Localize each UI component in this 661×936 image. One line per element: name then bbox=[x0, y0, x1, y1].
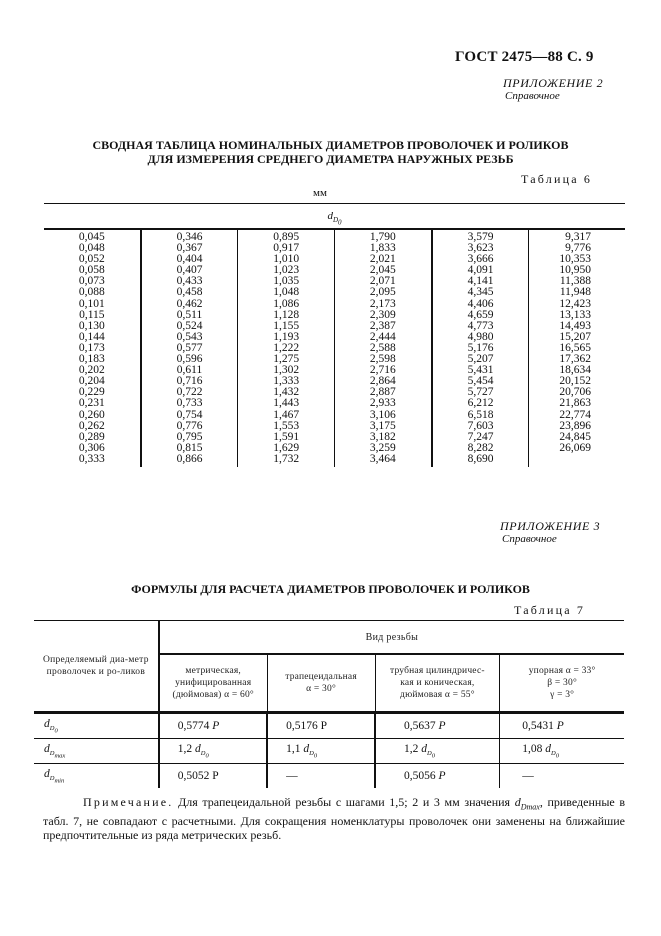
header-line: дюймовая α = 55° bbox=[400, 690, 475, 700]
table-6-cell: 0,433 bbox=[176, 275, 203, 288]
section-1-title bbox=[0, 138, 661, 166]
table-6-cell: 15,207 bbox=[559, 330, 592, 343]
table-6-cell: 2,933 bbox=[369, 397, 396, 410]
table-7-thread-type-header bbox=[267, 654, 375, 713]
table-6-header-symbol: d bbox=[327, 210, 333, 222]
table-6-cell: 0,407 bbox=[176, 264, 203, 277]
table-6-cell: 0,130 bbox=[78, 319, 105, 332]
table-6-cell: 5,431 bbox=[467, 364, 494, 377]
table-7-thread-type-header bbox=[375, 654, 500, 713]
symbol: d bbox=[303, 742, 310, 755]
formula-cell bbox=[159, 713, 267, 739]
table-6-cell: 2,716 bbox=[369, 364, 396, 377]
table-6-column bbox=[44, 230, 142, 467]
table-6-cell: 11,388 bbox=[559, 275, 592, 288]
formula-cell bbox=[500, 713, 624, 739]
table-6-cell: 0,101 bbox=[78, 297, 105, 310]
table-6-cell: 8,282 bbox=[467, 441, 494, 454]
table-6-cell: 5,207 bbox=[467, 353, 494, 366]
symbol-subsub: max bbox=[54, 752, 66, 760]
table-6-cell: 0,202 bbox=[78, 364, 105, 377]
symbol-subsub: 0 bbox=[431, 752, 435, 760]
table-6-cell: 7,603 bbox=[467, 419, 494, 432]
table-6-cell: 1,023 bbox=[273, 264, 300, 277]
table-6-cell: 0,045 bbox=[78, 231, 105, 243]
table-6-cell: 0,404 bbox=[176, 253, 203, 266]
table-6-cell: 0,346 bbox=[176, 231, 203, 243]
symbol-sub: D0 bbox=[200, 750, 209, 760]
formula-symbol bbox=[439, 720, 446, 732]
table-6-cell: 1,333 bbox=[273, 375, 300, 388]
table-6-cell: 0,204 bbox=[78, 375, 105, 388]
table-6-cell: 2,095 bbox=[369, 286, 396, 299]
table-6-cell: 4,980 bbox=[467, 330, 494, 343]
symbol: d bbox=[44, 742, 50, 755]
table-6-cell: 0,088 bbox=[78, 286, 105, 299]
table-6-cell: 5,454 bbox=[467, 375, 494, 388]
table-6-cell: 4,091 bbox=[467, 264, 494, 277]
table-6-cell: 3,579 bbox=[467, 231, 494, 243]
row-diameter-name bbox=[34, 764, 159, 789]
page-header: ГОСТ 2475—88 С. 9 bbox=[455, 49, 594, 65]
note-text-before: Для трапецеидальной резьбы с шагами 1,5; 2 и 3 мм значения bbox=[173, 795, 515, 809]
header-line: кая и коническая, bbox=[400, 678, 475, 688]
formula-coefficient: 0,5774 bbox=[177, 720, 213, 732]
table-6-cell: 2,021 bbox=[369, 253, 396, 266]
table-6-header-sub: D bbox=[332, 216, 339, 225]
table-6-cell: 1,443 bbox=[273, 397, 300, 410]
table-6-cell: 0,866 bbox=[176, 452, 203, 465]
table-6-cell: 1,467 bbox=[273, 408, 300, 421]
header-line: β = 30° bbox=[547, 678, 577, 688]
table-6-cell: 0,306 bbox=[78, 441, 105, 454]
table-6-cell: 0,511 bbox=[176, 308, 203, 321]
symbol-subsub: 0 bbox=[555, 752, 559, 760]
header-line: α = 30° bbox=[306, 684, 336, 694]
symbol: d bbox=[421, 742, 427, 755]
formula-symbol bbox=[44, 717, 58, 735]
table-6-caption: Таблица 6 bbox=[521, 172, 593, 186]
table-6-cell: 0,073 bbox=[78, 275, 105, 288]
table-6-cell: 0,231 bbox=[78, 397, 105, 410]
table-6-cell: 1,128 bbox=[273, 308, 300, 321]
formula-coefficient: 1,2 bbox=[404, 742, 422, 755]
formula-coefficient: 0,5056 bbox=[404, 770, 439, 782]
header-line: трубная цилиндричес- bbox=[389, 666, 485, 676]
table-6-cell: 0,052 bbox=[78, 253, 105, 266]
formula-cell bbox=[375, 764, 500, 789]
table-6-cell: 1,193 bbox=[273, 330, 300, 343]
symbol-sub: D0 bbox=[427, 750, 435, 760]
table-6-cell: 0,722 bbox=[176, 386, 203, 399]
formula-coefficient: 0,5176 P bbox=[286, 720, 328, 732]
table-7-row bbox=[34, 739, 624, 764]
table-7-thread-type-header bbox=[159, 654, 267, 713]
table-6-cell: 1,833 bbox=[369, 242, 396, 255]
formula-coefficient: 0,5637 bbox=[404, 720, 439, 732]
table-6-cell: 0,754 bbox=[176, 408, 203, 421]
table-6-cell: 1,790 bbox=[369, 231, 396, 243]
section-2-title: ФОРМУЛЫ ДЛЯ РАСЧЕТА ДИАМЕТРОВ ПРОВОЛОЧЕК И РОЛИКОВ bbox=[131, 582, 530, 596]
formula-cell bbox=[267, 764, 375, 789]
table-6-cell: 1,155 bbox=[273, 319, 300, 332]
row-diameter-name bbox=[34, 713, 159, 739]
table-6-cell: 0,462 bbox=[176, 297, 203, 310]
symbol-sub: D0 bbox=[551, 750, 559, 760]
symbol: d bbox=[545, 742, 551, 755]
section-1-title-line-1: СВОДНАЯ ТАБЛИЦА НОМИНАЛЬНЫХ ДИАМЕТРОВ ПРОВОЛОЧЕК И РОЛИКОВ bbox=[92, 138, 569, 152]
table-7-caption: Таблица 7 bbox=[514, 603, 586, 617]
table-6-cell: 0,183 bbox=[78, 353, 105, 366]
table-6-cell: 14,493 bbox=[559, 319, 592, 332]
table-6-cell: 3,464 bbox=[369, 452, 396, 465]
table-6-cell: 4,141 bbox=[467, 275, 494, 288]
appendix-2-type: Справочное bbox=[505, 90, 560, 102]
table-6-empty-cell bbox=[529, 454, 625, 465]
formula-coefficient: 1,08 bbox=[522, 742, 546, 755]
table-6-cell: 3,259 bbox=[369, 441, 396, 454]
formula-symbol bbox=[303, 742, 318, 760]
table-6-cell: 8,690 bbox=[467, 452, 494, 465]
table-6-cell: 0,333 bbox=[78, 452, 105, 465]
table-6-cell: 6,212 bbox=[467, 397, 494, 410]
table-6-cell: 11,948 bbox=[559, 286, 592, 299]
table-6-cell: 0,173 bbox=[78, 341, 105, 354]
table-6-cell: 12,423 bbox=[559, 297, 592, 310]
table-6-cell: 1,432 bbox=[273, 386, 300, 399]
formula-cell bbox=[159, 764, 267, 789]
table-6-cell: 17,362 bbox=[559, 353, 592, 366]
table-6-cell: 0,611 bbox=[176, 364, 203, 377]
header-line: упорная α = 33° bbox=[528, 666, 596, 676]
table-6-cell: 0,543 bbox=[176, 330, 203, 343]
appendix-2-label: ПРИЛОЖЕНИЕ 2 bbox=[503, 76, 604, 90]
symbol-subsub: 0 bbox=[313, 752, 318, 760]
symbol: d bbox=[44, 767, 50, 780]
note-symbol-sub: Dmax bbox=[520, 802, 540, 812]
table-6-cell: 13,133 bbox=[559, 308, 592, 321]
table-6-cell: 1,591 bbox=[273, 430, 300, 443]
section-1-title-line-2: ДЛЯ ИЗМЕРЕНИЯ СРЕДНЕГО ДИАМЕТРА НАРУЖНЫХ РЕЗЬБ bbox=[147, 152, 514, 166]
symbol-sub: D0 bbox=[309, 750, 318, 760]
formula-symbol bbox=[557, 720, 564, 732]
table-6-cell: 0,289 bbox=[78, 430, 105, 443]
table-6-column bbox=[335, 230, 433, 467]
table-6-cell: 9,317 bbox=[565, 231, 592, 243]
symbol-subsub: min bbox=[54, 777, 65, 785]
table-6 bbox=[44, 203, 625, 467]
formula-symbol bbox=[421, 742, 435, 760]
table-6-cell: 2,387 bbox=[369, 319, 396, 332]
formula-coefficient: 0,5431 bbox=[522, 720, 557, 732]
appendix-2-block bbox=[503, 77, 603, 103]
symbol-sub: Dmin bbox=[49, 775, 65, 785]
table-6-cell: 2,887 bbox=[369, 386, 396, 399]
table-6-cell: 26,069 bbox=[559, 441, 592, 454]
table-6-cell: 0,524 bbox=[176, 319, 203, 332]
formula-symbol bbox=[44, 742, 66, 760]
table-6-cell: 9,776 bbox=[565, 242, 592, 255]
header-line: γ = 3° bbox=[550, 690, 575, 700]
table-6-cell: 22,774 bbox=[559, 408, 592, 421]
appendix-3-label: ПРИЛОЖЕНИЕ 3 bbox=[500, 519, 601, 533]
table-6-header bbox=[44, 204, 625, 228]
table-6-cell: 0,262 bbox=[78, 419, 105, 432]
formula-coefficient: 1,2 bbox=[177, 742, 196, 755]
table-6-cell: 0,048 bbox=[78, 242, 105, 255]
table-6-cell: 1,732 bbox=[273, 452, 300, 465]
table-6-cell: 10,950 bbox=[559, 264, 592, 277]
table-6-cell: 5,176 bbox=[467, 341, 494, 354]
table-6-cell: 2,309 bbox=[369, 308, 396, 321]
table-6-cell: 2,173 bbox=[369, 297, 396, 310]
header-line: трапецеидальная bbox=[285, 672, 357, 682]
formula-coefficient: 1,1 bbox=[286, 742, 304, 755]
table-6-cell: 3,182 bbox=[369, 430, 396, 443]
table-6-cell: 24,845 bbox=[559, 430, 592, 443]
table-6-cell: 1,048 bbox=[273, 286, 300, 299]
symbol-subsub: 0 bbox=[54, 727, 58, 735]
table-6-cell: 0,229 bbox=[78, 386, 105, 399]
symbol: d bbox=[195, 742, 201, 755]
formula-symbol bbox=[195, 742, 209, 760]
footnote bbox=[43, 795, 625, 842]
table-6-cell: 4,406 bbox=[467, 297, 494, 310]
table-6-cell: 0,367 bbox=[176, 242, 203, 255]
table-6-cell: 0,917 bbox=[273, 242, 300, 255]
formula-symbol bbox=[545, 742, 559, 760]
appendix-3-block bbox=[500, 520, 600, 546]
appendix-3-type: Справочное bbox=[502, 533, 557, 545]
header-line: (дюймовая) α = 60° bbox=[172, 690, 254, 700]
table-6-column bbox=[142, 230, 239, 467]
table-6-cell: 1,629 bbox=[273, 441, 300, 454]
symbol: P bbox=[212, 720, 220, 732]
table-6-cell: 1,222 bbox=[273, 341, 300, 354]
table-7 bbox=[34, 620, 624, 788]
formula-symbol bbox=[439, 770, 446, 782]
header-line: унифицированная bbox=[175, 678, 252, 688]
table-6-cell: 2,045 bbox=[369, 264, 396, 277]
table-6-cell: 3,175 bbox=[369, 419, 396, 432]
symbol: P bbox=[438, 720, 446, 732]
formula-symbol bbox=[44, 767, 65, 785]
table-6-cell: 4,773 bbox=[467, 319, 494, 332]
table-6-cell: 0,795 bbox=[176, 430, 203, 443]
formula-coefficient: 0,5052 P bbox=[177, 770, 219, 782]
table-6-cell: 2,444 bbox=[369, 330, 396, 343]
formula-cell bbox=[159, 739, 267, 764]
table-6-cell: 2,864 bbox=[369, 375, 396, 388]
table-6-cell: 0,733 bbox=[176, 397, 203, 410]
note-label: Примечание. bbox=[83, 795, 174, 809]
table-6-cell: 3,106 bbox=[369, 408, 396, 421]
table-6-cell: 0,716 bbox=[176, 375, 203, 388]
table-7-group-header: Вид резьбы bbox=[159, 621, 624, 655]
table-6-cell: 7,247 bbox=[467, 430, 494, 443]
table-6-cell: 0,058 bbox=[78, 264, 105, 277]
table-6-cell: 4,345 bbox=[467, 286, 494, 299]
table-6-cell: 2,071 bbox=[369, 275, 396, 288]
table-6-cell: 0,115 bbox=[79, 308, 105, 321]
symbol: d bbox=[44, 717, 50, 730]
table-6-column bbox=[529, 230, 625, 467]
table-7-thread-type-header bbox=[500, 654, 624, 713]
table-6-cell: 1,553 bbox=[273, 419, 300, 432]
formula-symbol bbox=[212, 720, 219, 732]
symbol: P bbox=[556, 720, 564, 732]
table-6-unit: мм bbox=[313, 187, 327, 199]
formula-cell bbox=[500, 739, 624, 764]
table-6-cell: 0,458 bbox=[176, 286, 203, 299]
table-6-cell: 0,895 bbox=[273, 231, 300, 243]
symbol-subsub: 0 bbox=[205, 752, 209, 760]
table-6-cell: 0,144 bbox=[78, 330, 105, 343]
table-6-cell: 1,086 bbox=[273, 297, 300, 310]
note-symbol: d bbox=[514, 795, 521, 809]
table-6-cell: 23,896 bbox=[559, 419, 592, 432]
table-6-cell: 2,588 bbox=[369, 341, 396, 354]
table-6-cell: 18,634 bbox=[559, 364, 592, 377]
table-6-cell: 0,596 bbox=[176, 353, 203, 366]
table-7-row bbox=[34, 764, 624, 789]
table-6-cell: 1,035 bbox=[273, 275, 300, 288]
table-6-cell: 0,815 bbox=[176, 441, 203, 454]
table-6-cell: 10,353 bbox=[559, 253, 592, 266]
formula-cell bbox=[375, 739, 500, 764]
table-6-cell: 0,776 bbox=[176, 419, 203, 432]
table-6-cell: 4,659 bbox=[467, 308, 494, 321]
table-7-row bbox=[34, 713, 624, 739]
note-text-after: , приведенные в табл. 7, не совпадают с расчетными. Для сокращения номенклатуры проволочек они заменены на ближайшие предпочтительные из ряда метрических резьб. bbox=[43, 795, 626, 843]
table-6-cell: 1,010 bbox=[273, 253, 300, 266]
formula-cell bbox=[267, 739, 375, 764]
formula-cell bbox=[500, 764, 624, 789]
symbol-sub: D0 bbox=[49, 725, 58, 735]
table-6-cell: 3,623 bbox=[467, 242, 494, 255]
table-6-cell: 20,706 bbox=[559, 386, 592, 399]
formula-cell bbox=[375, 713, 500, 739]
table-6-header-subsub: 0 bbox=[338, 218, 342, 227]
table-6-column bbox=[238, 230, 335, 467]
formula-coefficient: — bbox=[286, 770, 298, 782]
table-6-body bbox=[44, 230, 625, 467]
table-6-column bbox=[433, 230, 530, 467]
table-6-cell: 2,598 bbox=[369, 353, 396, 366]
symbol-sub: Dmax bbox=[49, 750, 66, 760]
table-6-cell: 21,863 bbox=[559, 397, 592, 410]
table-6-cell: 20,152 bbox=[559, 375, 592, 388]
symbol: P bbox=[438, 770, 446, 782]
formula-cell bbox=[267, 713, 375, 739]
table-7-left-header: Определяемый диа-метр проволочек и ро-ликов bbox=[34, 621, 159, 713]
table-6-cell: 3,666 bbox=[467, 253, 494, 266]
table-6-cell: 16,565 bbox=[559, 341, 592, 354]
row-diameter-name bbox=[34, 739, 159, 764]
table-6-cell: 1,302 bbox=[273, 364, 300, 377]
formula-coefficient: — bbox=[522, 770, 534, 782]
table-6-cell: 0,260 bbox=[78, 408, 105, 421]
table-6-cell: 6,518 bbox=[467, 408, 494, 421]
table-6-cell: 1,275 bbox=[273, 353, 300, 366]
table-6-cell: 0,577 bbox=[176, 341, 203, 354]
header-line: метрическая, bbox=[185, 666, 242, 676]
table-6-cell: 5,727 bbox=[467, 386, 494, 399]
